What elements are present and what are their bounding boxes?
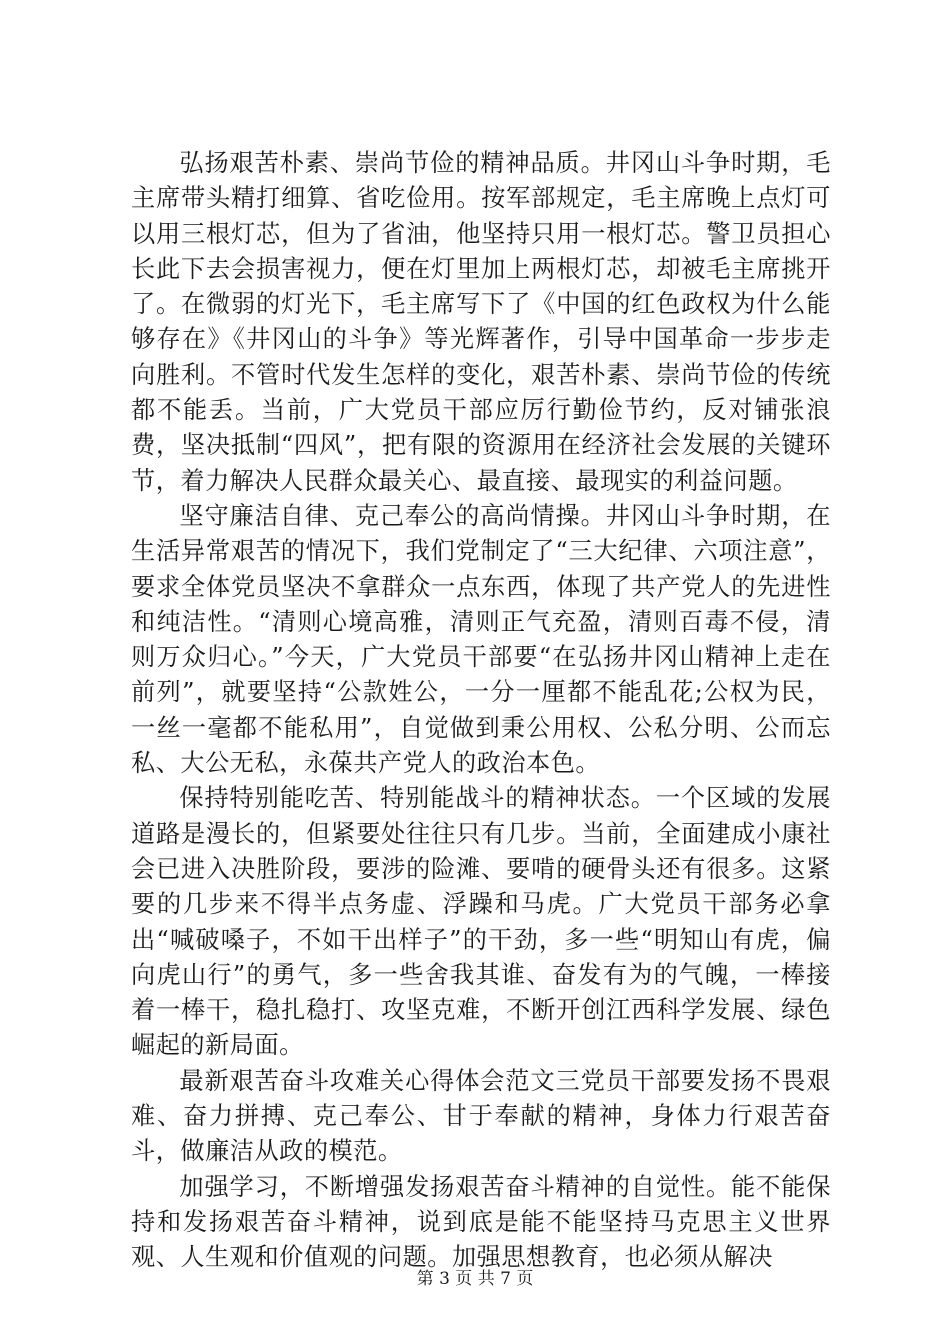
paragraph-fighting-spirit: 保持特别能吃苦、特别能战斗的精神状态。一个区域的发展道路是漫长的，但紧要处往往只有几步。当前，全面建成小康社会已进入决胜阶段，要涉的险滩、要啃的硬骨头还有很多。这紧要的几步来不得半点务虚、浮躁和马虎。广大党员干部务必拿出“喊破嗓子，不如干出样子”的干劲，多一些“明知山有虎，偏向虎山行”的勇气，多一些舍我其谁、奋发有为的气魄，一棒接着一棒干，稳扎稳打、攻坚克难，不断开创江西科学发展、绿色崛起的新局面。 [131, 784, 831, 1060]
paragraph-frugality: 弘扬艰苦朴素、崇尚节俭的精神品质。井冈山斗争时期，毛主席带头精打细算、省吃俭用。按军部规定，毛主席晚上点灯可以用三根灯芯，但为了省油，他坚持只用一根灯芯。警卫员担心长此下去会损害视力，便在灯里加上两根灯芯，却被毛主席挑开了。在微弱的灯光下，毛主席写下了《中国的红色政权为什么能够存在》《井冈山的斗争》等光辉著作，引导中国革命一步步走向胜利。不管时代发生怎样的变化，艰苦朴素、崇尚节俭的传统都不能丢。当前，广大党员干部应厉行勤俭节约，反对铺张浪费，坚决抵制“四风”，把有限的资源用在经济社会发展的关键环节，着力解决人民群众最关心、最直接、最现实的利益问题。 [131, 149, 831, 495]
paragraph-integrity: 坚守廉洁自律、克己奉公的高尚情操。井冈山斗争时期，在生活异常艰苦的情况下，我们党制定了“三大纪律、六项注意”，要求全体党员坚决不拿群众一点东西，体现了共产党人的先进性和纯洁性。“清则心境高雅，清则正气充盈，清则百毒不侵，清则万众归心。”今天，广大党员干部要“在弘扬井冈山精神上走在前列”，就要坚持“公款姓公，一分一厘都不能乱花;公权为民，一丝一毫都不能私用”，自觉做到秉公用权、公私分明、公而忘私、大公无私，永葆共产党人的政治本色。 [131, 501, 831, 778]
document-body [131, 146, 831, 1276]
page-footer: 第 3 页 共 7 页 [416, 1269, 534, 1289]
paragraph-study: 加强学习，不断增强发扬艰苦奋斗精神的自觉性。能不能保持和发扬艰苦奋斗精神，说到底是能不能坚持马克思主义世界观、人生观和价值观的问题。加强思想教育，也必须从解决 [131, 1172, 831, 1272]
paragraph-role-model: 最新艰苦奋斗攻难关心得体会范文三党员干部要发扬不畏艰难、奋力拼搏、克己奉公、甘于奉献的精神，身体力行艰苦奋斗，做廉洁从政的模范。 [131, 1066, 831, 1166]
